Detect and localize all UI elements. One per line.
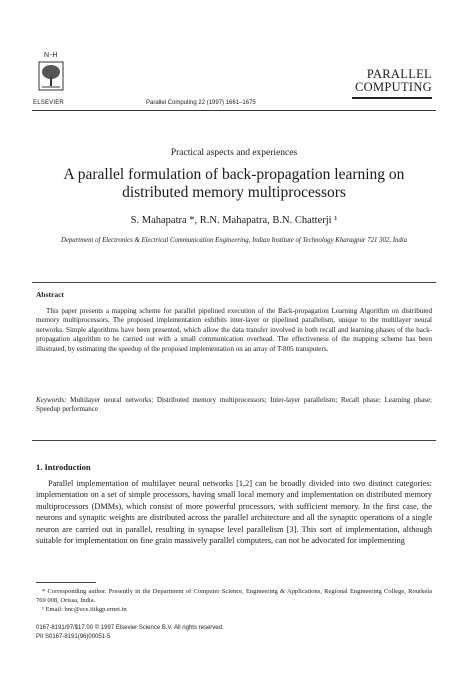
journal-name-line2: COMPUTING [354,80,432,94]
tree-logo-icon [38,61,64,91]
abstract-heading: Abstract [36,290,64,299]
journal-name [355,68,432,94]
copyright-line: 0167-8191/97/$17.00 © 1997 Elsevier Science B.V. All rights reserved. [36,625,224,631]
footnote-email: ¹ Email: bnc@ece.iitkgp.ernet.in [42,606,127,613]
section-label: Practical aspects and experiences [170,148,298,158]
abstract-text: This paper presents a mapping scheme for parallel pipelined execution of the Back-propagation Learning Algorithm on distributed memory multiprocessors. The proposed implementation exhibits inter-layer or pipelined parallelism, unique to the multilayer neural networks. Simple algorithms have been presented, which allow the data transfer involved in both recall and learning phases of the back-propagation algorithm to be carried out with a small communication overhead. The effectiveness of the mapping scheme has been illustrated, by estimating the speedup of the proposed implementation on an array of T-805 transputers. [36,307,432,353]
logo-text: N-H [44,52,58,59]
introduction-heading: 1. Introduction [36,462,91,472]
abstract-top-divider [32,282,436,283]
keywords-text: Multilayer neural networks; Distributed memory multiprocessors; Inter-layer parallelism; Recall phase; Learning phase; Speedup performance [36,396,432,414]
footnote-divider [36,582,96,583]
paper-title: A parallel formulation of back-propagation learning on distributed memory multiprocessors [63,166,405,201]
copyright-block [36,624,224,641]
keywords-label: Keywords: [36,396,67,404]
pii-line: PII S0167-8191(96)00051-5 [36,633,111,640]
journal-citation: Parallel Computing 22 (1997) 1661–1675 [146,100,256,106]
journal-rule [352,97,432,99]
keywords [36,396,432,415]
footnote-corresponding-author: * Corresponding author. Presently in the Department of Computer Science, Engineering & Applications, Regional Engineering College, Rourkela 769 008, Orissa, India. [36,588,432,604]
author-affiliation: Department of Electronics & Electrical Communication Engineering, Indian Institute of Technology Kharagpur 721 302, India [60,237,408,244]
header-divider [32,110,436,111]
publisher-name: ELSEVIER [33,100,64,106]
paper-authors: S. Mahapatra *, R.N. Mahapatra, B.N. Chatterji ¹ [130,215,338,226]
publisher-logo [34,52,68,91]
introduction-text: Parallel implementation of multilayer neural networks [1,2] can be broadly divided into two distinct categories: implementation on a set of simple processors, having small local memory and implementation on distributed memory multiprocessors (DMMs), which consist of more powerful processors, with sufficient memory. In the first case, the neurons and synaptic weights are distributed across the parallel architecture and all the synaptic operations of a single neuron are carried out in parallel, resulting in synapse level parallelism [3]. This sort of implementation, although suitable for implementation on fine grain massively parallel computers, can not be advocated for implementing [36,479,432,546]
abstract-bottom-divider [32,440,436,441]
journal-name-line1: PARALLEL [366,67,432,81]
